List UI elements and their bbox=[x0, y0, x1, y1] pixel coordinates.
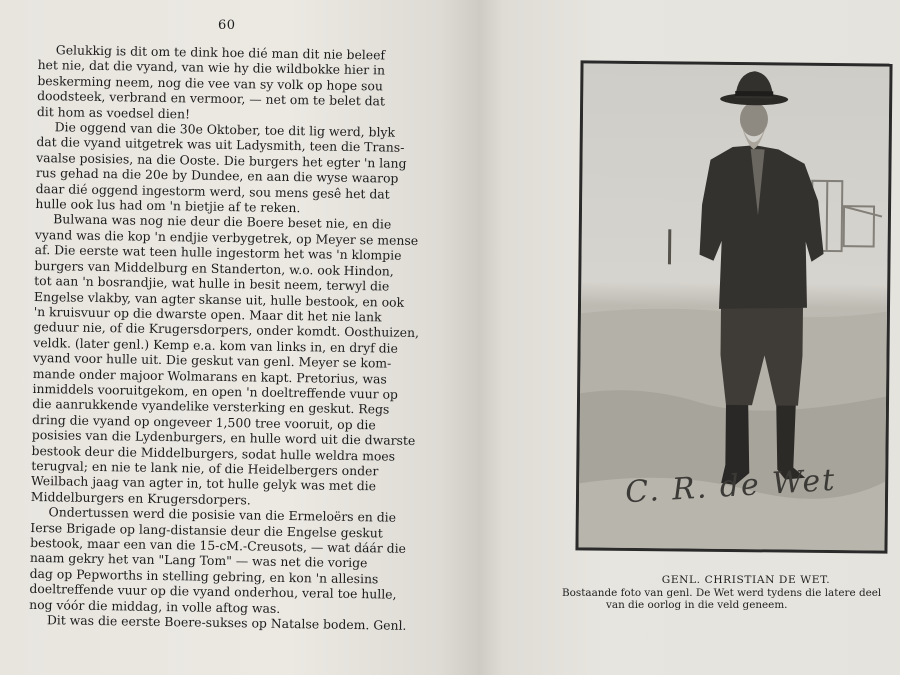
photo-caption-title: GENL. CHRISTIAN DE WET. bbox=[661, 574, 831, 586]
text-line: vyand voor hulle uit. Die geskut van genl. Meyer se kom- bbox=[32, 350, 392, 371]
photo-image bbox=[578, 63, 889, 550]
text-line: inmiddels vooruitgekom, en open 'n doeltreffende vuur op bbox=[32, 380, 399, 402]
text-line: Die oggend van die 30e Oktober, toe dit lig werd, blyk bbox=[54, 119, 396, 140]
text-line: dring die vyand op ongeveer 1,500 tree vooruit, op die bbox=[31, 411, 376, 433]
photo-caption-line: Bostaande foto van genl. De Wet werd tydens die latere deel bbox=[562, 587, 882, 599]
text-line: terugval; en nie te lank nie, of die Heidelbergers onder bbox=[31, 457, 379, 479]
text-line: mande onder majoor Wolmarans en kapt. Pretorius, was bbox=[32, 365, 387, 387]
body-text bbox=[29, 42, 420, 633]
handwritten-signature: C. R. de Wet bbox=[624, 462, 838, 511]
text-line: nog vóór die middag, in volle aftog was. bbox=[29, 596, 281, 616]
paragraph bbox=[35, 119, 418, 217]
text-line: burgers van Middelburg en Standerton, w.o. ook Hindon, bbox=[34, 257, 394, 279]
text-line: daar dié oggend ingestorm werd, sou mens gesê het dat bbox=[35, 180, 390, 202]
text-line: Dit was die eerste Boere-sukses op Natalse bodem. Genl. bbox=[46, 612, 407, 633]
text-line: rus gehad na die 20e by Dundee, en aan die wyse waarop bbox=[35, 165, 399, 186]
text-line: dat die vyand uitgetrek was uit Ladysmith, teen die Trans- bbox=[36, 134, 405, 156]
text-line: 'n kruisvuur op die dwarste open. Maar dit het nie lank bbox=[33, 303, 382, 325]
paragraph bbox=[29, 504, 413, 618]
text-line: Ondertussen werd die posisie van die Ermeloërs en die bbox=[48, 504, 397, 525]
text-line: beskerming neem, nog die vee van sy volk op hope sou bbox=[37, 72, 384, 94]
text-line: die aanrukkende vyandelike versterking en geskut. Regs bbox=[32, 396, 390, 417]
photo-caption-line: van die oorlog in die veld geneem. bbox=[606, 599, 788, 611]
text-line: dit hom as voedsel dien! bbox=[36, 103, 191, 122]
text-line: Gelukkig is dit om te dink hoe dié man dit nie beleef bbox=[55, 42, 386, 63]
text-line: bestook deur die Middelburgers, sodat hulle weldra moes bbox=[31, 442, 396, 464]
text-line: Bulwana was nog nie deur die Boere beset nie, en die bbox=[53, 211, 392, 233]
text-line: vyand was die kop 'n endjie verbygetrek, op Meyer se mense bbox=[34, 226, 419, 248]
text-line: dag op Pepworths in stelling gebring, en kon 'n allesins bbox=[29, 565, 379, 587]
text-line: Engelse vlakby, van agter skanse uit, hulle bestook, en ook bbox=[33, 288, 405, 310]
page-number: 60 bbox=[218, 18, 236, 33]
text-line: naam gekry het van "Lang Tom" — was net die vorige bbox=[29, 550, 368, 571]
text-line: doodsteek, verbrand en vermoor, — net om te belet dat bbox=[37, 88, 386, 109]
text-line: tot aan 'n bosrandjie, wat hulle in besit neem, terwyl die bbox=[34, 273, 390, 294]
text-line: Ierse Brigade op lang-distansie deur die Engelse geskut bbox=[30, 519, 383, 541]
text-line: Middelburgers en Krugersdorpers. bbox=[30, 488, 251, 508]
paragraph bbox=[31, 211, 418, 510]
portrait-photo bbox=[575, 60, 892, 553]
text-line: vaalse posisies, na die Ooste. Die burgers het egter 'n lang bbox=[36, 149, 407, 171]
text-line: hulle ook lus had om 'n bietjie af te reken. bbox=[35, 196, 301, 216]
paragraph bbox=[37, 42, 420, 125]
text-line: Weilbach jaag van agter in, tot hulle gelyk was met die bbox=[30, 473, 377, 494]
text-line: posisies van die Lydenburgers, en hulle word uit die dwarste bbox=[31, 427, 416, 449]
text-line: geduur nie, of die Krugersdorpers, onder komdt. Oosthuizen, bbox=[33, 319, 420, 341]
text-line: het nie, dat die vyand, van wie hy die wildbokke hier in bbox=[37, 57, 386, 78]
text-line: veldk. (later genl.) Kemp e.a. kom van links in, en dryf die bbox=[33, 334, 399, 356]
text-line: af. Die eerste wat teen hulle ingestorm het was 'n klompie bbox=[34, 242, 402, 264]
text-line: doeltreffende vuur op die vyand onderhou, veral toe hulle, bbox=[29, 581, 397, 602]
text-line: bestook, maar een van die 15-cM.-Creusots, — wat dáár die bbox=[30, 534, 407, 556]
